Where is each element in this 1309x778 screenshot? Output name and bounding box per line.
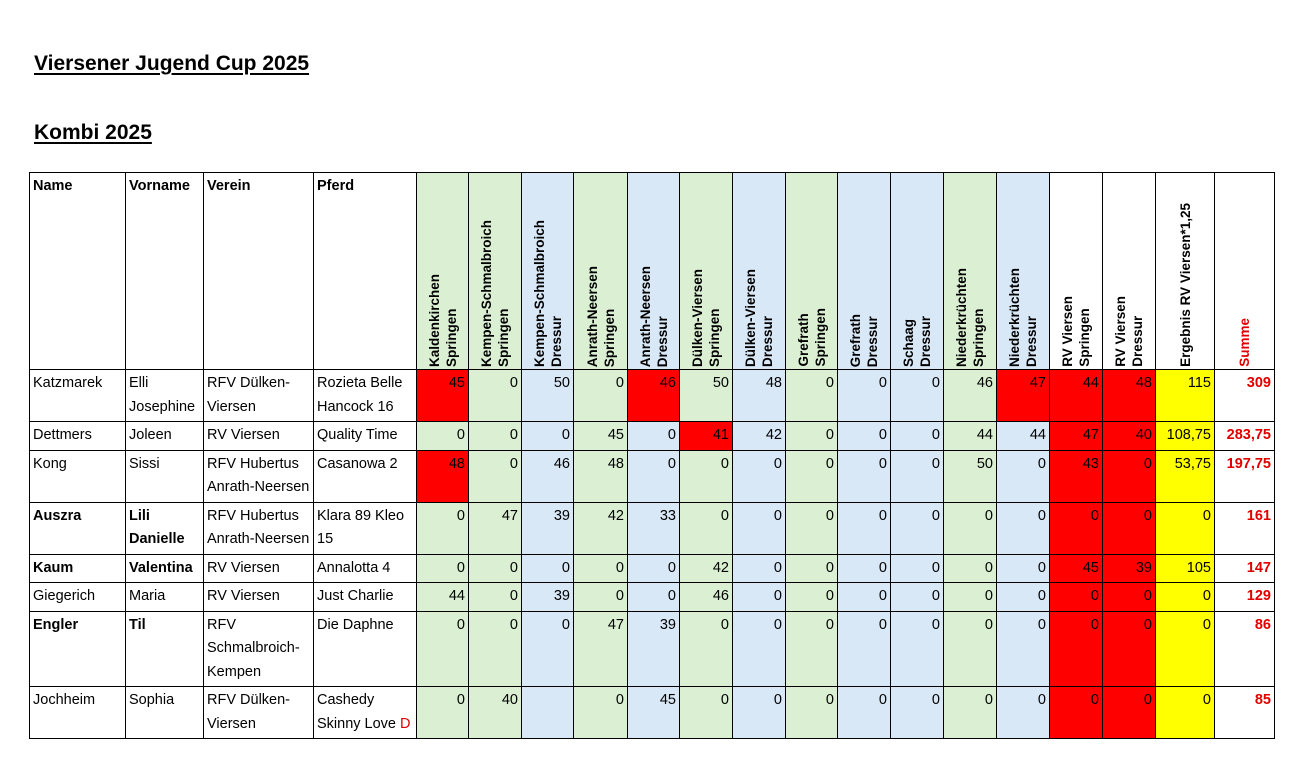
pferd-name: Quality Time [317,427,398,443]
cell-score: 0 [838,611,891,687]
cell-score: 0 [786,450,838,502]
cell-score: 0 [838,554,891,583]
cell-score: 0 [1103,687,1156,739]
cell-summe: 283,75 [1215,422,1275,451]
cell-score: 0 [417,502,469,554]
cell-score: 50 [680,370,733,422]
header-summe: Summe [1215,173,1275,370]
cell-score: 47 [574,611,628,687]
header-event-location: Anrath-Neersen [584,265,600,367]
cell-score: 0 [838,370,891,422]
header-event-discipline: Dressur [548,315,564,367]
header-event-discipline: Dressur [760,315,775,367]
cell-score: 47 [1050,422,1103,451]
header-event [1050,173,1103,370]
cell-vorname: Lili Danielle [126,502,204,554]
header-event [680,173,733,370]
table-body [30,370,1275,739]
cell-summe: 161 [1215,502,1275,554]
cell-score: 43 [1050,450,1103,502]
header-event-location: Kaldenkirchen [426,273,442,367]
cell-score: 0 [522,422,574,451]
cell-score: 0 [469,554,522,583]
header-event-discipline: Dressur [654,315,670,367]
cell-score: 39 [522,583,574,612]
cell-score: 0 [469,583,522,612]
cell-verein: RFV Hubertus Anrath-Neersen [204,502,314,554]
cell-score: 0 [680,450,733,502]
cell-vorname: Til [126,611,204,687]
cell-name: Dettmers [30,422,126,451]
header-event-location: Grefrath [795,313,811,367]
cell-verein: RFV Hubertus Anrath-Neersen [204,450,314,502]
cell-ergebnis: 105 [1156,554,1215,583]
header-event-location: RV Viersen [1060,296,1075,367]
cell-score: 0 [417,611,469,687]
header-event-discipline: Springen [496,308,511,367]
cell-ergebnis: 108,75 [1156,422,1215,451]
cell-name: Engler [30,611,126,687]
cell-score: 50 [522,370,574,422]
cell-score: 0 [786,687,838,739]
cell-score: 0 [1050,502,1103,554]
cell-score: 0 [522,554,574,583]
cell-score: 39 [522,502,574,554]
cell-verein: RFV Dülken-Viersen [204,687,314,739]
cell-name: Giegerich [30,583,126,612]
cell-verein: RV Viersen [204,583,314,612]
page-subtitle: Kombi 2025 [34,121,152,144]
cell-score: 0 [944,554,997,583]
cell-score: 0 [680,687,733,739]
header-event-location: Anrath-Neersen [637,265,653,367]
cell-verein: RV Viersen [204,554,314,583]
cell-score [522,687,574,739]
cell-score: 39 [1103,554,1156,583]
cell-score: 0 [997,611,1050,687]
header-event [891,173,944,370]
header-event-location: Schaag [901,318,916,367]
cell-score: 0 [1103,611,1156,687]
cell-pferd [314,422,417,451]
header-event [944,173,997,370]
cell-vorname: Valentina [126,554,204,583]
cell-ergebnis: 53,75 [1156,450,1215,502]
cell-score: 48 [417,450,469,502]
cell-verein: RFV Dülken-Viersen [204,370,314,422]
cell-score: 42 [574,502,628,554]
cell-score: 47 [997,370,1050,422]
cell-score: 0 [997,450,1050,502]
cell-score: 0 [838,687,891,739]
header-name: Name [30,173,126,370]
header-event-location: Niederkrüchten [954,267,969,367]
cell-score: 46 [628,370,680,422]
header-event-location: Kempen-Schmalbroich [531,219,547,367]
cell-score: 39 [628,611,680,687]
header-event [997,173,1050,370]
header-event-location: Dülken-Viersen [690,268,705,367]
cell-verein: RV Viersen [204,422,314,451]
cell-score: 0 [733,450,786,502]
cell-score: 44 [417,583,469,612]
cell-score: 0 [733,611,786,687]
cell-score: 0 [574,554,628,583]
cell-score: 33 [628,502,680,554]
cell-score: 46 [522,450,574,502]
header-event-location: Niederkrüchten [1007,267,1022,367]
cell-score: 45 [417,370,469,422]
cell-score: 45 [628,687,680,739]
cell-score: 0 [1103,502,1156,554]
cell-score: 0 [469,370,522,422]
table-row [30,687,1275,739]
cell-name: Jochheim [30,687,126,739]
cell-pferd [314,611,417,687]
header-event [733,173,786,370]
cell-score: 0 [944,687,997,739]
cell-score: 46 [944,370,997,422]
header-event [469,173,522,370]
cell-score: 0 [469,450,522,502]
cell-score: 0 [891,422,944,451]
header-event-discipline: Springen [812,308,828,367]
cell-pferd [314,502,417,554]
cell-score: 41 [680,422,733,451]
cell-name: Katzmarek [30,370,126,422]
cell-ergebnis: 115 [1156,370,1215,422]
table-row [30,583,1275,612]
cell-score: 0 [891,554,944,583]
cell-score: 0 [891,450,944,502]
cell-score: 44 [944,422,997,451]
header-event [522,173,574,370]
cell-score: 48 [574,450,628,502]
header-event-location: Dülken-Viersen [743,268,758,367]
results-table [29,172,1275,739]
cell-score: 0 [1050,583,1103,612]
cell-summe: 129 [1215,583,1275,612]
cell-pferd [314,687,417,739]
header-event-location: Kempen-Schmalbroich [479,219,494,367]
cell-name: Kong [30,450,126,502]
header-event-discipline: Springen [443,308,459,367]
table-row [30,554,1275,583]
pferd-mark: D [400,715,411,732]
cell-score: 0 [628,554,680,583]
header-event [628,173,680,370]
cell-score: 45 [1050,554,1103,583]
pferd-name: Just Charlie [317,588,394,604]
cell-score: 0 [786,554,838,583]
header-event-discipline: Springen [1077,308,1092,367]
cell-score: 0 [1050,611,1103,687]
header-event-discipline: Dressur [865,315,880,367]
cell-verein: RFV Schmalbroich-Kempen [204,611,314,687]
cell-score: 0 [786,611,838,687]
cell-summe: 86 [1215,611,1275,687]
table-row [30,502,1275,554]
cell-score: 0 [997,502,1050,554]
cell-score: 0 [733,502,786,554]
cell-summe: 147 [1215,554,1275,583]
header-event-discipline: Springen [601,308,617,367]
header-event [838,173,891,370]
cell-ergebnis: 0 [1156,687,1215,739]
cell-score: 45 [574,422,628,451]
page-title: Viersener Jugend Cup 2025 [34,52,310,75]
cell-score: 0 [944,502,997,554]
cell-score: 0 [786,370,838,422]
cell-pferd [314,450,417,502]
pferd-name: Rozieta Belle Hancock 16 [317,375,403,415]
cell-score: 42 [733,422,786,451]
cell-ergebnis: 0 [1156,583,1215,612]
cell-summe: 309 [1215,370,1275,422]
cell-pferd [314,583,417,612]
header-ergebnis: Ergebnis RV Viersen*1,25 [1156,173,1215,370]
cell-score: 0 [733,583,786,612]
cell-score: 0 [417,422,469,451]
cell-score: 0 [891,583,944,612]
table-row [30,450,1275,502]
cell-name: Kaum [30,554,126,583]
cell-score: 0 [469,422,522,451]
pferd-name: Cashedy Skinny Love [317,692,396,732]
cell-vorname: Joleen [126,422,204,451]
cell-vorname: Elli Josephine [126,370,204,422]
pferd-name: Annalotta 4 [317,559,391,576]
cell-score: 0 [786,583,838,612]
header-event [1103,173,1156,370]
cell-score: 0 [680,611,733,687]
cell-vorname: Sophia [126,687,204,739]
table-row [30,422,1275,451]
cell-score: 0 [628,422,680,451]
pferd-name: Klara 89 Kleo 15 [317,507,405,547]
header-verein: Verein [204,173,314,370]
header-event [574,173,628,370]
cell-name: Auszra [30,502,126,554]
cell-score: 0 [1103,450,1156,502]
cell-score: 0 [680,502,733,554]
cell-score: 0 [733,554,786,583]
cell-score: 0 [838,502,891,554]
cell-score: 44 [1050,370,1103,422]
cell-score: 42 [680,554,733,583]
cell-score: 0 [469,611,522,687]
cell-score: 0 [628,450,680,502]
header-event-discipline: Dressur [1024,315,1039,367]
cell-score: 0 [891,370,944,422]
header-vorname: Vorname [126,173,204,370]
header-event [786,173,838,370]
pferd-name: Casanowa 2 [317,455,398,472]
cell-score: 40 [1103,422,1156,451]
cell-score: 0 [574,370,628,422]
header-pferd: Pferd [314,173,417,370]
table-row [30,370,1275,422]
header-event-location: RV Viersen [1113,296,1128,367]
cell-score: 0 [838,583,891,612]
cell-score: 0 [1050,687,1103,739]
cell-score: 0 [891,687,944,739]
cell-score: 40 [469,687,522,739]
cell-score: 0 [997,583,1050,612]
cell-score: 47 [469,502,522,554]
cell-score: 0 [891,611,944,687]
cell-score: 0 [574,583,628,612]
cell-score: 0 [997,554,1050,583]
cell-score: 48 [1103,370,1156,422]
cell-score: 0 [417,554,469,583]
header-event-discipline: Springen [971,308,986,367]
cell-score: 0 [838,450,891,502]
cell-score: 0 [786,502,838,554]
cell-vorname: Sissi [126,450,204,502]
cell-score: 50 [944,450,997,502]
pferd-name: Die Daphne [317,616,394,633]
cell-score: 44 [997,422,1050,451]
cell-ergebnis: 0 [1156,611,1215,687]
header-event-discipline: Dressur [918,315,933,367]
cell-score: 0 [944,611,997,687]
cell-score: 0 [1103,583,1156,612]
cell-score: 0 [891,502,944,554]
cell-score: 0 [838,422,891,451]
cell-score: 0 [574,687,628,739]
cell-pferd [314,370,417,422]
cell-score: 0 [944,583,997,612]
cell-score: 0 [733,687,786,739]
cell-score: 0 [417,687,469,739]
cell-ergebnis: 0 [1156,502,1215,554]
cell-summe: 197,75 [1215,450,1275,502]
cell-score: 0 [786,422,838,451]
header-event-discipline: Springen [707,308,722,367]
header-row [30,173,1275,370]
cell-score: 0 [628,583,680,612]
cell-score: 0 [997,687,1050,739]
cell-score: 0 [522,611,574,687]
cell-vorname: Maria [126,583,204,612]
table-row [30,611,1275,687]
cell-score: 48 [733,370,786,422]
header-event [417,173,469,370]
cell-summe: 85 [1215,687,1275,739]
header-event-discipline: Dressur [1130,315,1145,367]
header-event-location: Grefrath [848,313,863,367]
cell-pferd [314,554,417,583]
cell-score: 46 [680,583,733,612]
